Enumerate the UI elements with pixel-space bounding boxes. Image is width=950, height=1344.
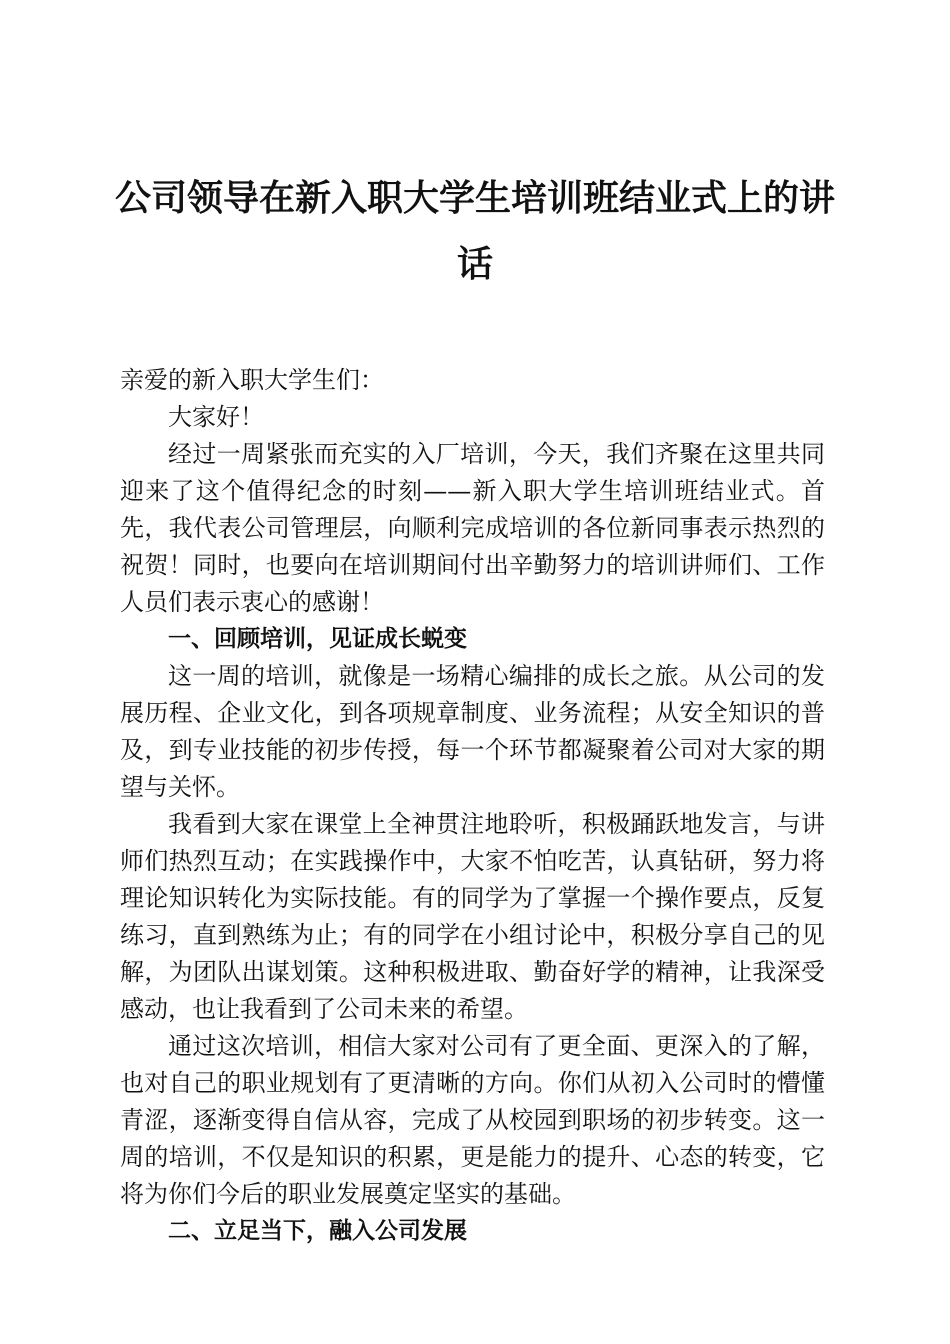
document-title: 公司领导在新入职大学生培训班结业式上的讲话 [114,177,835,285]
section-heading-2: 二、立足当下，融入公司发展 [168,1218,467,1244]
section1-paragraph: 通过这次培训，相信大家对公司有了更全面、更深入的了解，也对自己的职业规划有了更清晰的方向。你们从初入公司时的懵懂青涩，逐渐变得自信从容，完成了从校园到职场的初步转变。这一周的培训，不仅是知识的积累，更是能力的提升、心态的转变，它将为你们今后的职业发展奠定坚实的基础。 [120,1032,825,1208]
section1-paragraph: 这一周的培训，就像是一场精心编排的成长之旅。从公司的发展历程、企业文化，到各项规章制度、业务流程；从安全知识的普及，到专业技能的初步传授，每一个环节都凝聚着公司对大家的期望与关怀。 [120,662,825,801]
document-body [120,362,825,1250]
section1-paragraph: 我看到大家在课堂上全神贯注地聆听，积极踊跃地发言，与讲师们热烈互动；在实践操作中，大家不怕吃苦，认真钻研，努力将理论知识转化为实际技能。有的同学为了掌握一个操作要点，反复练习，直到熟练为止；有的同学在小组讨论中，积极分享自己的见解，为团队出谋划策。这种积极进取、勤奋好学的精神，让我深受感动，也让我看到了公司未来的希望。 [120,810,825,1023]
section-heading-1: 一、回顾培训，见证成长蜕变 [168,626,467,652]
greeting: 大家好！ [168,403,264,431]
salutation: 亲爱的新入职大学生们： [120,366,384,394]
intro-paragraph: 经过一周紧张而充实的入厂培训，今天，我们齐聚在这里共同迎来了这个值得纪念的时刻——新入职大学生培训班结业式。首先，我代表公司管理层，向顺利完成培训的各位新同事表示热烈的祝贺！同时，也要向在培训期间付出辛勤努力的培训讲师们、工作人员们表示衷心的感谢！ [120,440,825,616]
